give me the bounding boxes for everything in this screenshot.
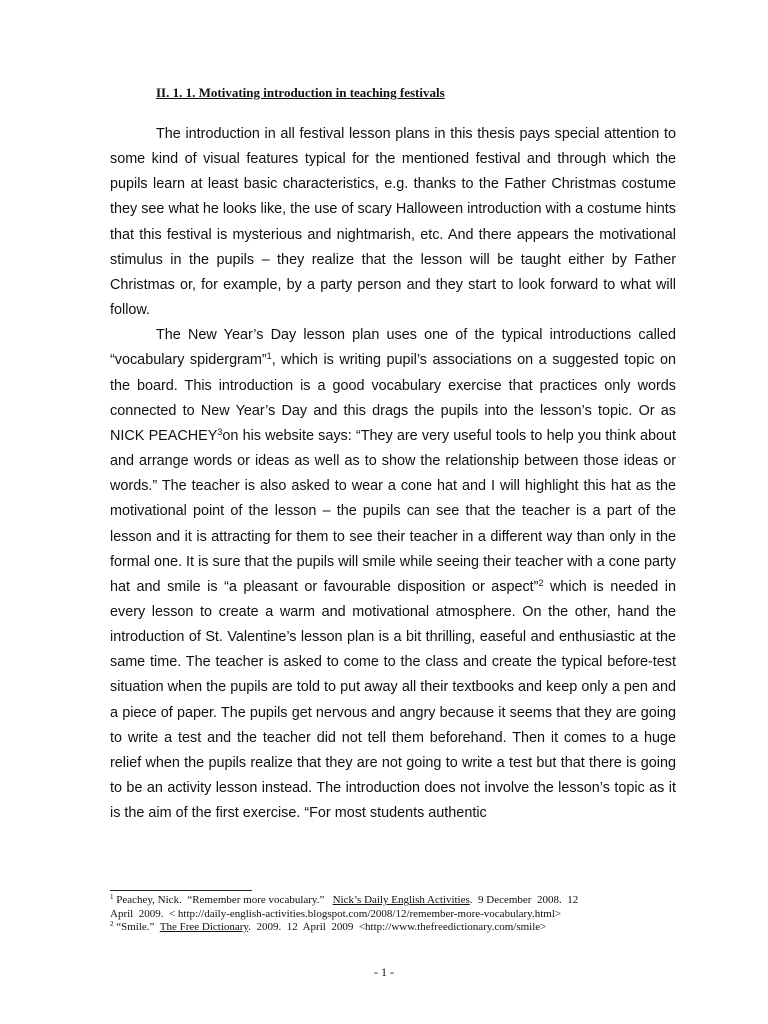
footnote-2 <box>110 921 670 935</box>
footnote-1 <box>110 894 670 921</box>
footnote-2-url-line[interactable]: . 2009. 12 April 2009 <http://www.thefreedictionary.com/smile> <box>248 921 547 933</box>
footnote-2-marker: 2 <box>110 920 114 928</box>
paragraph-2-part-d: which is needed in every lesson to create a warm and motivational atmosphere. On the other, hand the introduction of St. Valentine’s lesson plan is a bit thrilling, easeful and enthusiastic at the same time. The teacher is asked to come to the class and create the typical before-test situation when the pupils are told to put away all their textbooks and keep only a pen and a piece of paper. The pupils get nervous and angry because it seems that they are going to write a test and the teacher did not tell them beforehand. Then it comes to a huge relief when the pupils realize that they are not going to write a test but that there is going to be an activity lesson instead. The introduction does not involve the lesson’s topic as it is the aim of the first exercise. “For most students authentic <box>110 578 677 822</box>
paragraph-2 <box>110 323 676 826</box>
footnote-1-url-line[interactable]: April 2009. < http://daily-english-activities.blogspot.com/2008/12/remember-more-vocabulary.html> <box>110 907 562 920</box>
footnote-1-marker: 1 <box>110 893 114 901</box>
section-heading: II. 1. 1. Motivating introduction in teaching festivals <box>156 85 445 100</box>
footnotes <box>110 894 670 935</box>
footnote-ref-1[interactable]: 1 <box>266 351 272 362</box>
footnote-2-text: “Smile.” <box>113 921 160 933</box>
footnote-1-source-title: Nick’s Daily English Activities <box>332 894 470 906</box>
footnote-2-source-title: The Free Dictionary <box>159 921 249 933</box>
footnote-separator <box>110 890 252 891</box>
paragraph-1: The introduction in all festival lesson plans in this thesis pays special attention to some kind of visual features typical for the mentioned festival and through which the pupils learn at least basic characteristics, e.g. thanks to the Father Christmas costume they see what he looks like, the use of scary Halloween introduction with a costume hints that this festival is mysterious and nightmarish, etc. And there appears the motivational stimulus in the pupils – they realize that the lesson will be taught either by Father Christmas or, for example, by a party person and they start to look forward to what will follow. <box>110 126 676 319</box>
footnote-ref-3[interactable]: 3 <box>217 426 223 437</box>
paragraph-2-part-b: , which is writing pupil’s associations on a suggested topic on the board. This introduction is a good vocabulary exercise that practices only words connected to New Year’s Day and this drags the pupils into the lesson’s topic. Or as NICK PEACHEY <box>110 352 677 444</box>
paragraph-2-part-c: on his website says: “They are very useful tools to help you think about and arrange words or ideas as well as to show the relationship between those ideas or words.” The teacher is also asked to wear a cone hat and I will highlight this hat as the motivational point of the lesson – the pupils can see that the teacher is a part of the lesson and it is attracting for them to see their teacher in a different way than only in the formal one. It is sure that the pupils will smile while seeing their teacher with a cone party hat and smile is “a pleasant or favourable disposition or aspect” <box>110 427 676 595</box>
paragraph-2-part-a: The New Year’s Day lesson plan uses one of the typical introductions called “vocabulary spidergram” <box>110 327 676 369</box>
footnote-1-text: Peachey, Nick. “Remember more vocabulary.” <box>113 894 333 906</box>
footnote-1-date: . 9 December 2008. 12 <box>469 894 579 906</box>
footnote-ref-2[interactable]: 2 <box>538 577 544 588</box>
page-number: - 1 - <box>374 965 394 979</box>
body-text <box>110 122 676 826</box>
